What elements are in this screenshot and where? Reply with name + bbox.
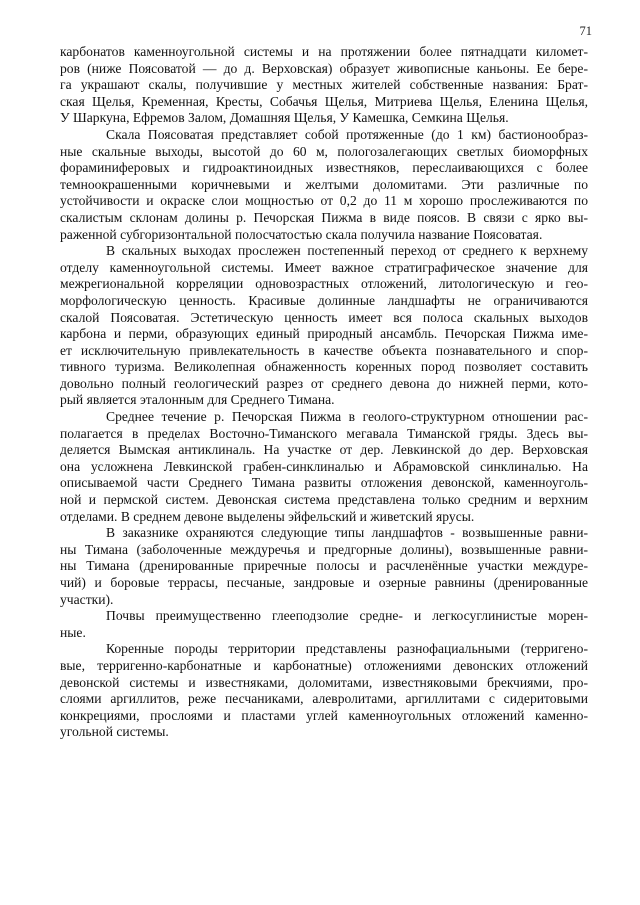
text-line: угольной системы. (60, 724, 169, 740)
document-text (60, 44, 588, 741)
text-line: ров (ниже Поясоватой — до д. Верховская) образует живописные каньоны. Ее бере- (60, 60, 588, 76)
text-line: девонской системы и известняками, доломитами, известняковыми брекчиями, про- (60, 674, 588, 690)
text-line: довольно полный геологический разрез от среднего девона до нижней перми, кото- (60, 375, 588, 391)
text-line: морфологическую ценность. Красивые долинные ландшафты не ограничиваются (60, 292, 588, 308)
text-line: отделами. В среднем девоне выделены эйфельский и живетский ярусы. (60, 508, 475, 524)
text-line: Среднее течение р. Печорская Пижма в геолого-структурном отношении рас- (106, 409, 588, 425)
text-line: межрегиональной корреляции одновозрастных отложений, литологическую и гео- (60, 276, 588, 292)
text-line: карбона и перми, образующих единый природный ансамбль. Печорская Пижма име- (60, 326, 588, 342)
text-line: ной и пермской систем. Девонская система представлена только средним и верхним (60, 492, 588, 508)
text-line: карбонатов каменноугольной системы и на протяжении более пятнадцати километ- (60, 44, 588, 59)
text-line: ет исключительную привлекательность в качестве объекта познавательного и спор- (60, 342, 588, 358)
text-line: ны Тимана (дренированные приречные полосы и расчленённые участки междуре- (60, 558, 588, 574)
text-line: У Шаркуна, Ефремов Залом, Домашняя Щелья, У Камешка, Семкина Щелья. (60, 110, 509, 126)
paragraph (60, 409, 588, 525)
paragraph (60, 127, 588, 243)
text-line: скалой Поясоватая. Эстетическую ценность имеет вся полоса скальных выходов (60, 309, 588, 325)
text-line: деляется Вымская антиклиналь. На участке от дер. Левкинской до дер. Верховская (60, 442, 588, 458)
page-number: 71 (579, 24, 592, 38)
text-line: В заказнике охраняются следующие типы ландшафтов - возвышенные равни- (106, 525, 588, 541)
text-line: слоями аргиллитов, реже песчаниками, алевролитами, аргиллитами с сидеритовыми (60, 691, 588, 707)
text-line: чий) и боровые террасы, песчаные, зандровые и озерные равнины (дренированные (60, 575, 588, 590)
text-line: ные скальные выходы, высотой до 60 м, пологозалегающих светлых биоморфных (60, 143, 588, 159)
text-line: участки). (60, 591, 114, 607)
text-line: ны Тимана (заболоченные междуречья и предгорные долины), возвышенные равни- (60, 541, 588, 557)
paragraph (60, 608, 588, 641)
text-line: скалистым склонам долины р. Печорская Пижма в виде поясов. В связи с ярко вы- (60, 209, 588, 225)
text-line: отделу каменноугольной системы. Имеет важное стратиграфическое значение для (60, 259, 588, 275)
text-line: устойчивости и окраске слои мощностью от 0,2 до 11 м хорошо прослеживаются по (60, 193, 588, 209)
text-line: темноокрашенными коричневыми и желтыми доломитами. Эти различные по (60, 176, 588, 192)
text-line: конкрециями, прослоями и пластами углей каменноугольных отложений каменно- (60, 707, 588, 723)
text-line: ные. (60, 624, 86, 640)
text-line: Скала Поясоватая представляет собой протяженные (до 1 км) бастионообраз- (106, 126, 588, 142)
text-line: Почвы преимущественно глееподзолие средне- и легкосуглинистые морен- (106, 608, 588, 624)
text-line: В скальных выходах прослежен постепенный переход от среднего к верхнему (106, 243, 588, 259)
text-line: фораминиферовых и гидроактиноидных известняков, переслаивающихся с более (60, 160, 588, 176)
text-line: тивного туризма. Великолепная обнаженность коренных пород позволяет составить (60, 359, 588, 375)
paragraph (60, 243, 588, 409)
text-line: га украшают скалы, получившие у местных жителей собственные названия: Брат- (60, 77, 588, 93)
text-line: полагается в пределах Восточно-Тиманского мегавала Тиманской гряды. Здесь вы- (60, 425, 588, 441)
text-line: вые, терригенно-карбонатные и карбонатные) отложениями девонских отложений (60, 657, 588, 673)
paragraph (60, 44, 588, 127)
text-line: ская Щелья, Кременная, Кресты, Собачья Щелья, Митриева Щелья, Еленина Щелья, (60, 93, 588, 109)
text-line: раженной субгоризонтальной полосчатостью скала получила название Поясоватая. (60, 226, 543, 242)
paragraph (60, 641, 588, 741)
text-line: Коренные породы территории представлены разнофациальными (терригено- (106, 641, 588, 657)
text-line: описываемой части Среднего Тимана развиты отложения девонской, каменноуголь- (60, 475, 588, 491)
paragraph (60, 525, 588, 608)
text-line: рый является эталонным для Среднего Тимана. (60, 392, 335, 408)
text-line: она усложнена Левкинской грабен-синклиналью и Абрамовской синклиналью. На (60, 458, 588, 474)
